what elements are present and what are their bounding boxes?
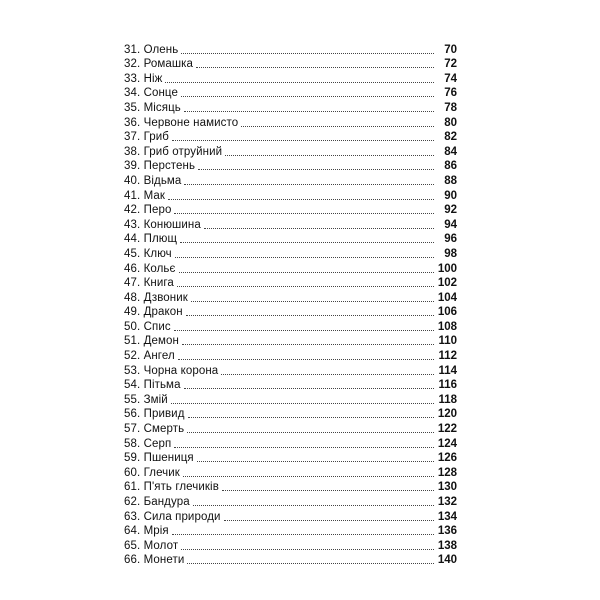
- toc-entry[interactable]: [124, 100, 457, 115]
- toc-leader-dots: [172, 140, 434, 141]
- toc-leader-dots: [184, 184, 434, 185]
- toc-entry-title: 31. Олень: [124, 43, 179, 56]
- toc-entry[interactable]: [124, 436, 457, 451]
- toc-leader-dots: [204, 228, 434, 229]
- toc-entry-page-number: 104: [437, 291, 457, 304]
- toc-entry-title: 60. Глечик: [124, 466, 180, 479]
- toc-entry-page-number: 90: [444, 189, 457, 202]
- toc-leader-dots: [221, 374, 434, 375]
- toc-entry-title: 38. Гриб отруйний: [124, 145, 223, 158]
- toc-entry[interactable]: [124, 494, 457, 509]
- toc-entry-page-number: 102: [437, 277, 457, 290]
- toc-entry-page-number: 74: [444, 72, 457, 85]
- toc-entry[interactable]: [124, 159, 457, 174]
- toc-entry-title: 41. Мак: [124, 189, 166, 202]
- toc-leader-dots: [165, 82, 434, 83]
- toc-entry[interactable]: [124, 334, 457, 349]
- toc-entry[interactable]: [124, 115, 457, 130]
- toc-entry-title: 34. Сонце: [124, 87, 178, 100]
- toc-entry[interactable]: [124, 57, 457, 72]
- toc-leader-dots: [179, 272, 435, 273]
- toc-entry-title: 33. Ніж: [124, 72, 163, 85]
- toc-entry[interactable]: [124, 173, 457, 188]
- toc-entry[interactable]: [124, 524, 457, 539]
- toc-leader-dots: [182, 344, 434, 345]
- toc-entry[interactable]: [124, 144, 457, 159]
- toc-entry[interactable]: [124, 465, 457, 480]
- toc-entry[interactable]: [124, 451, 457, 466]
- toc-entry-page-number: 76: [444, 87, 457, 100]
- toc-entry[interactable]: [124, 290, 457, 305]
- toc-entry-title: 46. Кольє: [124, 262, 176, 275]
- toc-entry[interactable]: [124, 407, 457, 422]
- toc-entry-title: 53. Чорна корона: [124, 364, 219, 377]
- toc-leader-dots: [222, 490, 434, 491]
- toc-entry[interactable]: [124, 217, 457, 232]
- toc-entry-title: 65. Молот: [124, 539, 179, 552]
- toc-entry-page-number: 82: [444, 131, 457, 144]
- toc-entry-title: 40. Відьма: [124, 174, 182, 187]
- toc-leader-dots: [193, 505, 434, 506]
- toc-entry-title: 43. Конюшина: [124, 218, 201, 231]
- toc-entry-page-number: 106: [437, 306, 457, 319]
- toc-entry-title: 57. Смерть: [124, 423, 185, 436]
- toc-entry-page-number: 108: [437, 320, 457, 333]
- toc-entry-page-number: 100: [437, 262, 457, 275]
- toc-leader-dots: [174, 330, 434, 331]
- toc-leader-dots: [224, 520, 434, 521]
- toc-entry[interactable]: [124, 509, 457, 524]
- toc-leader-dots: [181, 549, 434, 550]
- toc-leader-dots: [181, 96, 434, 97]
- toc-entry-title: 52. Ангел: [124, 350, 175, 363]
- toc-entry[interactable]: [124, 421, 457, 436]
- toc-entry-title: 37. Гриб: [124, 131, 169, 144]
- toc-entry-page-number: 78: [444, 101, 457, 114]
- toc-entry[interactable]: [124, 276, 457, 291]
- toc-leader-dots: [187, 563, 434, 564]
- toc-leader-dots: [187, 432, 434, 433]
- toc-entry-page-number: 72: [444, 58, 457, 71]
- toc-leader-dots: [225, 155, 434, 156]
- toc-entry-title: 66. Монети: [124, 554, 185, 567]
- toc-entry[interactable]: [124, 261, 457, 276]
- toc-leader-dots: [181, 53, 434, 54]
- toc-entry-page-number: 84: [444, 145, 457, 158]
- toc-entry[interactable]: [124, 71, 457, 86]
- toc-entry-title: 39. Перстень: [124, 160, 196, 173]
- toc-entry[interactable]: [124, 86, 457, 101]
- toc-entry-title: 45. Ключ: [124, 247, 172, 260]
- toc-leader-dots: [183, 476, 434, 477]
- toc-entry-title: 32. Ромашка: [124, 58, 194, 71]
- toc-entry[interactable]: [124, 232, 457, 247]
- toc-leader-dots: [198, 169, 434, 170]
- toc-entry-title: 56. Привид: [124, 408, 185, 421]
- toc-entry-title: 44. Плющ: [124, 233, 178, 246]
- toc-entry[interactable]: [124, 480, 457, 495]
- toc-entry[interactable]: [124, 378, 457, 393]
- toc-leader-dots: [197, 461, 434, 462]
- toc-entry-page-number: 128: [437, 466, 457, 479]
- toc-entry-page-number: 130: [437, 481, 457, 494]
- toc-entry-page-number: 136: [437, 525, 457, 538]
- toc-entry-title: 55. Змій: [124, 393, 168, 406]
- toc-entry-page-number: 88: [444, 174, 457, 187]
- toc-entry-page-number: 96: [444, 233, 457, 246]
- toc-entry-page-number: 98: [444, 247, 457, 260]
- toc-leader-dots: [184, 388, 434, 389]
- toc-entry-page-number: 120: [437, 408, 457, 421]
- toc-entry-title: 36. Червоне намисто: [124, 116, 239, 129]
- toc-leader-dots: [171, 403, 434, 404]
- toc-leader-dots: [188, 417, 434, 418]
- toc-entry-title: 51. Демон: [124, 335, 179, 348]
- toc-entry-page-number: 114: [438, 364, 457, 377]
- toc-entry[interactable]: [124, 363, 457, 378]
- toc-leader-dots: [196, 67, 434, 68]
- toc-entry-page-number: 86: [444, 160, 457, 173]
- toc-leader-dots: [178, 359, 434, 360]
- toc-entry[interactable]: [124, 246, 457, 261]
- toc-entry-page-number: 134: [437, 510, 457, 523]
- toc-leader-dots: [191, 301, 434, 302]
- toc-leader-dots: [174, 447, 434, 448]
- toc-entry-title: 58. Серп: [124, 437, 172, 450]
- toc-entry-title: 35. Місяць: [124, 101, 181, 114]
- toc-entry-page-number: 132: [437, 496, 457, 508]
- table-of-contents: [124, 42, 457, 567]
- toc-entry-page-number: 92: [444, 204, 457, 217]
- toc-entry-title: 62. Бандура: [124, 496, 190, 508]
- toc-entry-page-number: 126: [437, 452, 457, 465]
- toc-entry-page-number: 124: [437, 437, 457, 450]
- toc-entry-title: 49. Дракон: [124, 306, 183, 319]
- toc-entry-title: 64. Мрія: [124, 525, 169, 538]
- toc-leader-dots: [184, 111, 434, 112]
- toc-entry[interactable]: [124, 348, 457, 363]
- toc-leader-dots: [241, 126, 434, 127]
- toc-entry-title: 61. П'ять глечиків: [124, 481, 219, 494]
- toc-entry-title: 54. Пітьма: [124, 379, 181, 392]
- toc-leader-dots: [175, 257, 434, 258]
- toc-entry[interactable]: [124, 392, 457, 407]
- toc-entry[interactable]: [124, 203, 457, 218]
- toc-entry[interactable]: [124, 553, 457, 568]
- toc-entry[interactable]: [124, 538, 457, 553]
- toc-entry-title: 48. Дзвоник: [124, 291, 188, 304]
- toc-leader-dots: [177, 286, 434, 287]
- toc-entry-page-number: 80: [444, 116, 457, 129]
- toc-entry-page-number: 140: [437, 554, 457, 567]
- toc-entry-title: 42. Перо: [124, 204, 172, 217]
- toc-entry[interactable]: [124, 130, 457, 145]
- toc-entry-title: 47. Книга: [124, 277, 174, 290]
- toc-entry-page-number: 122: [437, 423, 457, 436]
- toc-entry[interactable]: [124, 305, 457, 320]
- toc-entry-page-number: 70: [444, 43, 457, 56]
- toc-entry-page-number: 118: [438, 393, 457, 406]
- toc-entry[interactable]: [124, 188, 457, 203]
- toc-leader-dots: [168, 199, 434, 200]
- toc-entry-page-number: 110: [438, 335, 457, 348]
- toc-entry-title: 59. Пшениця: [124, 452, 194, 465]
- toc-entry-page-number: 112: [438, 350, 457, 363]
- toc-leader-dots: [180, 242, 434, 243]
- toc-entry-page-number: 138: [437, 539, 457, 552]
- toc-entry-page-number: 116: [438, 379, 457, 392]
- toc-entry[interactable]: [124, 319, 457, 334]
- toc-entry-title: 50. Спис: [124, 320, 171, 333]
- toc-entry-title: 63. Сила природи: [124, 510, 221, 523]
- toc-leader-dots: [186, 315, 434, 316]
- toc-leader-dots: [172, 534, 434, 535]
- toc-entry[interactable]: [124, 42, 457, 57]
- toc-leader-dots: [174, 213, 434, 214]
- toc-entry-page-number: 94: [444, 218, 457, 231]
